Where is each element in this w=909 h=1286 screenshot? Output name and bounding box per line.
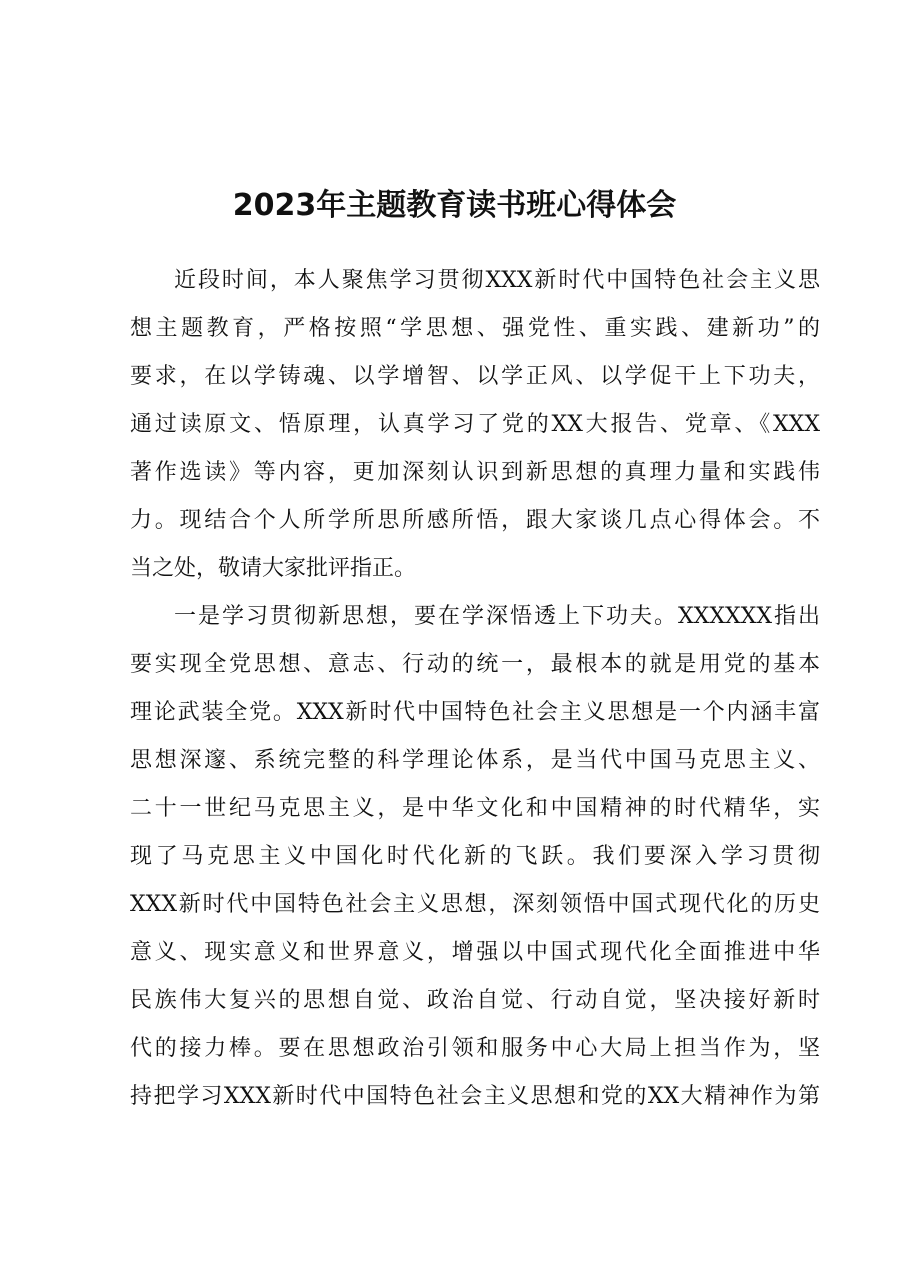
paragraph-1-line-4: 通过读原文、悟原理，认真学习了党的XX大报告、党章、《XXX [130, 412, 820, 437]
paragraph-1-line-2: 想主题教育，严格按照“学思想、强党性、重实践、建新功”的 [130, 316, 820, 341]
paragraph-1-line-5: 著作选读》等内容，更加深刻认识到新思想的真理力量和实践伟 [130, 460, 820, 485]
paragraph-2-line-1: 一是学习贯彻新思想，要在学深悟透上下功夫。XXXXXX指出 [174, 604, 820, 629]
paragraph-2-line-2: 要实现全党思想、意志、行动的统一，最根本的就是用党的基本 [130, 652, 820, 677]
paragraph-2-line-9: 民族伟大复兴的思想自觉、政治自觉、行动自觉，坚决接好新时 [130, 988, 820, 1013]
document-title: 2023年主题教育读书班心得体会 [232, 188, 677, 223]
paragraph-2-line-3: 理论武装全党。XXX新时代中国特色社会主义思想是一个内涵丰富 [130, 700, 820, 725]
paragraph-1-line-3: 要求，在以学铸魂、以学增智、以学正风、以学促干上下功夫， [130, 364, 820, 389]
paragraph-2-line-11: 持把学习XXX新时代中国特色社会主义思想和党的XX大精神作为第 [130, 1084, 820, 1109]
paragraph-2-line-6: 现了马克思主义中国化时代化新的飞跃。我们要深入学习贯彻 [130, 844, 820, 869]
paragraph-2-line-4: 思想深邃、系统完整的科学理论体系，是当代中国马克思主义、 [130, 748, 820, 773]
paragraph-1-line-7: 当之处，敬请大家批评指正。 [130, 556, 417, 581]
paragraph-1-line-6: 力。现结合个人所学所思所感所悟，跟大家谈几点心得体会。不 [130, 508, 820, 533]
paragraph-2-line-8: 意义、现实意义和世界意义，增强以中国式现代化全面推进中华 [130, 940, 820, 965]
paragraph-2-line-7: XXX新时代中国特色社会主义思想，深刻领悟中国式现代化的历史 [130, 892, 820, 917]
paragraph-2-line-10: 代的接力棒。要在思想政治引领和服务中心大局上担当作为，坚 [130, 1036, 820, 1061]
paragraph-1-line-1: 近段时间，本人聚焦学习贯彻XXX新时代中国特色社会主义思 [174, 268, 820, 293]
paragraph-2-line-5: 二十一世纪马克思主义，是中华文化和中国精神的时代精华，实 [130, 796, 820, 821]
